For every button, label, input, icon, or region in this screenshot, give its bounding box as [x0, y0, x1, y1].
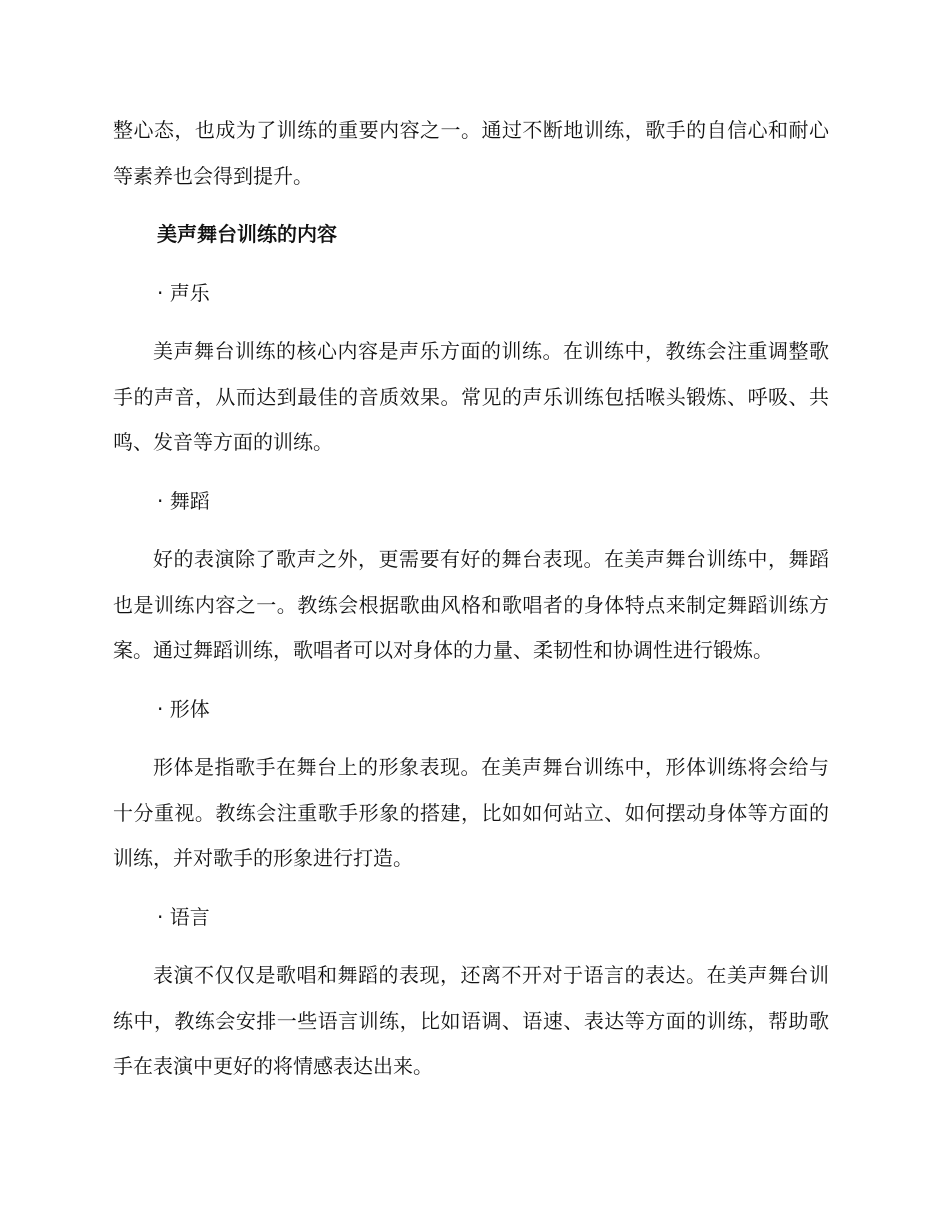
spacer [113, 940, 829, 953]
paragraph-physique: 形体是指歌手在舞台上的形象表现。在美声舞台训练中，形体训练将会给与十分重视。教练会注重歌手形象的搭建，比如如何站立、如何摆动身体等方面的训练，并对歌手的形象进行打造。 [113, 755, 829, 870]
spacer [113, 316, 829, 329]
spacer [113, 882, 829, 895]
spacer [113, 466, 829, 479]
spacer [113, 674, 829, 687]
paragraph-vocal: 美声舞台训练的核心内容是声乐方面的训练。在训练中，教练会注重调整歌手的声音，从而达到最佳的音质效果。常见的声乐训练包括喉头锻炼、呼吸、共鸣、发音等方面的训练。 [113, 339, 829, 454]
paragraph-language: 表演不仅仅是歌唱和舞蹈的表现，还离不开对于语言的表达。在美声舞台训练中，教练会安排一些语言训练，比如语调、语速、表达等方面的训练，帮助歌手在表演中更好的将情感表达出来。 [113, 963, 829, 1078]
bullet-vocal: · 声乐 [157, 280, 210, 305]
section-heading: 美声舞台训练的内容 [157, 222, 337, 246]
spacer [113, 524, 829, 537]
spacer [113, 199, 829, 212]
document-page [113, 108, 829, 1090]
spacer [113, 258, 829, 271]
intro-paragraph: 整心态，也成为了训练的重要内容之一。通过不断地训练，歌手的自信心和耐心等素养也会得到提升。 [113, 118, 829, 188]
bullet-physique: · 形体 [157, 696, 210, 721]
bullet-dance: · 舞蹈 [157, 488, 210, 513]
paragraph-dance: 好的表演除了歌声之外，更需要有好的舞台表现。在美声舞台训练中，舞蹈也是训练内容之一。教练会根据歌曲风格和歌唱者的身体特点来制定舞蹈训练方案。通过舞蹈训练，歌唱者可以对身体的力量、柔韧性和协调性进行锻炼。 [113, 547, 829, 662]
spacer [113, 732, 829, 745]
bullet-language: · 语言 [157, 904, 210, 929]
